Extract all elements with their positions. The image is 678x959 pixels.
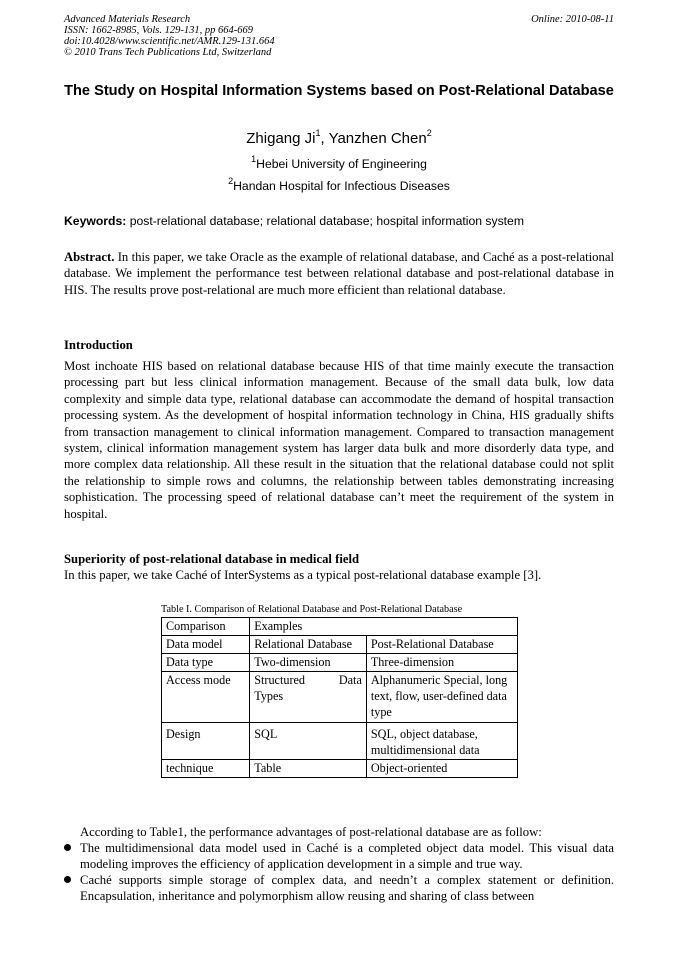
table-cell: Design bbox=[162, 723, 250, 760]
table-cell: Alphanumeric Special, long text, flow, user-defined data type bbox=[366, 672, 517, 723]
table-row bbox=[162, 760, 518, 778]
introduction-paragraph: Most inchoate HIS based on relational database because HIS of that time mainly execute the transaction processing part but less clinical information management. Because of the small data bulk, low data complexity and simple data type, relational database can accommodate the demand of hospital transaction processing system. As the development of hospital information technology in China, HIS gradually shifts from transaction management to clinical information management. Compared to transaction management system, clinical information management system has larger data bulk and more disorderly data type, and more complex data relationship. All these result in the situation that the relational database could not split the relationship to simple rows and columns, the relationship between tables demonstrating increasing sophistication. The processing speed of relational database can’t meet the requirement of the system in hospital. bbox=[64, 359, 614, 521]
bullet-icon bbox=[64, 844, 71, 851]
table-cell: Three-dimension bbox=[366, 654, 517, 672]
affiliation-mark: 1 bbox=[251, 153, 257, 164]
table-row bbox=[162, 654, 518, 672]
author-name: Yanzhen Chen bbox=[328, 130, 427, 147]
affiliation bbox=[64, 153, 614, 172]
journal-header bbox=[64, 14, 614, 58]
advantages-intro: According to Table1, the performance advantages of post-relational database are as follow: bbox=[80, 825, 542, 839]
table-cell: SQL, object database, multidimensional data bbox=[366, 723, 517, 760]
journal-name: Advanced Materials Research bbox=[64, 14, 191, 25]
affiliation-text: Handan Hospital for Infectious Diseases bbox=[233, 179, 450, 193]
table-header-cell: Comparison bbox=[162, 618, 250, 636]
list-item bbox=[64, 840, 614, 872]
affiliation-mark: 2 bbox=[228, 175, 234, 186]
keywords bbox=[64, 213, 614, 229]
keywords-label: Keywords: bbox=[64, 214, 127, 228]
table-cell: Object-oriented bbox=[366, 760, 517, 778]
superiority-paragraph: In this paper, we take Caché of InterSystems as a typical post-relational database example [3]. bbox=[64, 568, 542, 582]
abstract-label: Abstract. bbox=[64, 250, 115, 264]
table-cell: Data model bbox=[162, 636, 250, 654]
table-cell: Data type bbox=[162, 654, 250, 672]
advantages-list bbox=[64, 840, 614, 904]
list-item bbox=[64, 872, 614, 904]
table-cell: Relational Database bbox=[250, 636, 367, 654]
copyright-line: © 2010 Trans Tech Publications Ltd, Switzerland bbox=[64, 47, 272, 58]
author-name: Zhigang Ji bbox=[246, 130, 316, 147]
online-date: Online: 2010-08-11 bbox=[531, 14, 614, 25]
table-cell: technique bbox=[162, 760, 250, 778]
table-row bbox=[162, 672, 518, 723]
abstract bbox=[64, 249, 614, 298]
list-item-text: The multidimensional data model used in Caché is a completed object data model. This visual data modeling improves the efficiency of application development in a simple and true way. bbox=[80, 841, 614, 871]
table-cell: Post-Relational Database bbox=[366, 636, 517, 654]
list-item-text: Caché supports simple storage of complex data, and needn’t a complex statement or definition. Encapsulation, inheritance and polymorphism allow reusing and sharing of class between bbox=[80, 873, 614, 903]
bullet-icon bbox=[64, 876, 71, 883]
abstract-text: In this paper, we take Oracle as the example of relational database, and Caché as a post-relational database. We implement the performance test between relational database and post-relational database in HIS. The results prove post-relational are much more efficient than relational database. bbox=[64, 250, 614, 297]
table-row bbox=[162, 636, 518, 654]
author-affiliation-mark: 1 bbox=[315, 128, 321, 138]
author-line bbox=[64, 129, 614, 149]
author-separator: , bbox=[320, 130, 329, 147]
issn-line: ISSN: 1662-8985, Vols. 129-131, pp 664-669 bbox=[64, 25, 253, 36]
section-heading-introduction: Introduction bbox=[64, 338, 133, 352]
section-heading-superiority: Superiority of post-relational database in medical field bbox=[64, 552, 360, 566]
paper-title: The Study on Hospital Information Systems based on Post-Relational Database bbox=[64, 83, 614, 99]
table-cell: Table bbox=[250, 760, 367, 778]
comparison-table bbox=[161, 617, 518, 778]
table-header-row bbox=[162, 618, 518, 636]
affiliation-text: Hebei University of Engineering bbox=[256, 157, 427, 171]
table-cell: Two-dimension bbox=[250, 654, 367, 672]
affiliation bbox=[64, 175, 614, 194]
keywords-text: post-relational database; relational database; hospital information system bbox=[126, 214, 524, 228]
table-header-cell: Examples bbox=[250, 618, 518, 636]
table-caption: Table I. Comparison of Relational Database and Post-Relational Database bbox=[161, 604, 463, 615]
author-affiliation-mark: 2 bbox=[426, 128, 432, 138]
doi-line: doi:10.4028/www.scientific.net/AMR.129-131.664 bbox=[64, 36, 275, 47]
table-cell: Access mode bbox=[162, 672, 250, 723]
table-cell: SQL bbox=[250, 723, 367, 760]
table-cell: Structured Data Types bbox=[250, 672, 367, 723]
table-row bbox=[162, 723, 518, 760]
